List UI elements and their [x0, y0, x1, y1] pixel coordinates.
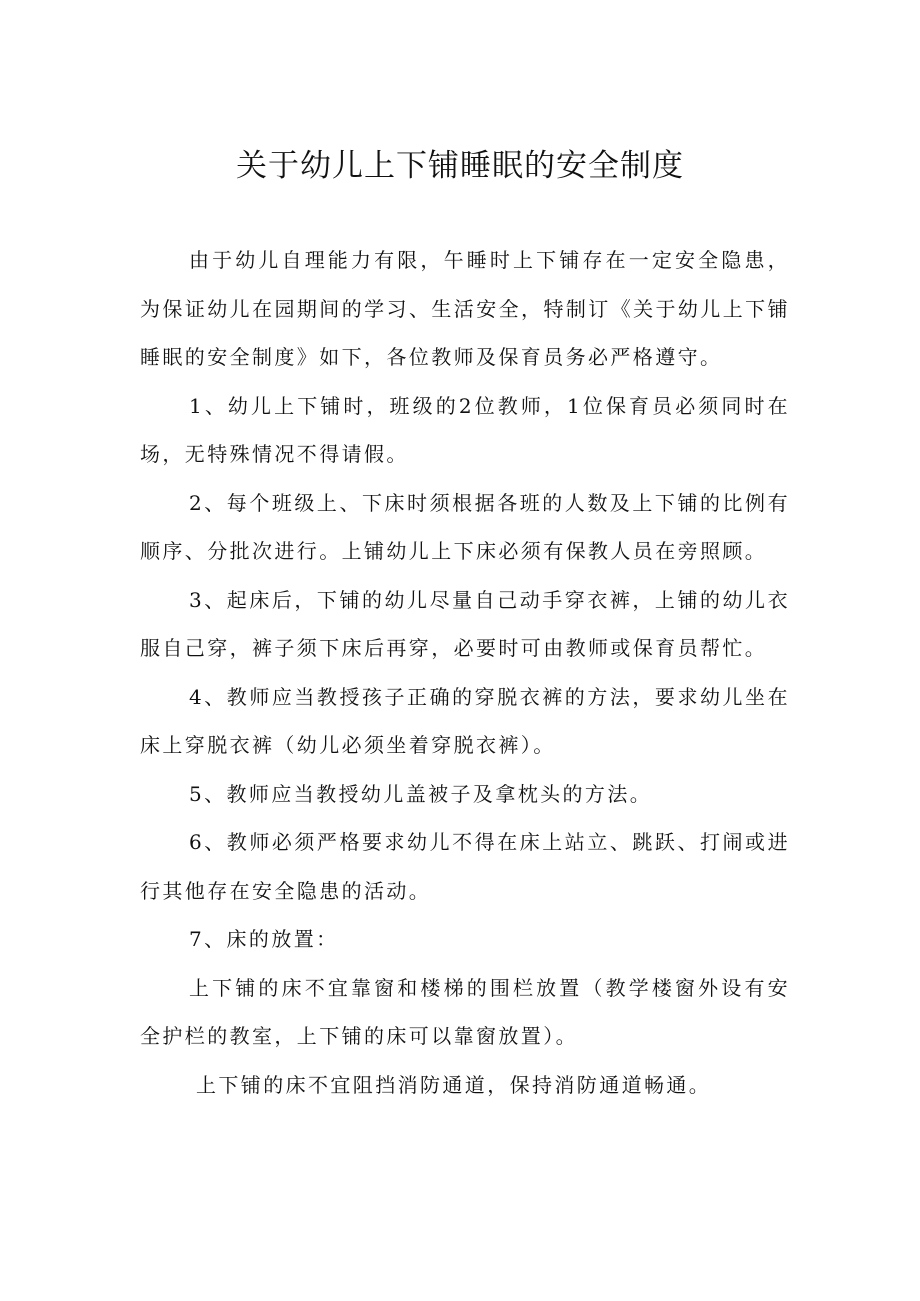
paragraph-rule-2: 2、每个班级上、下床时须根据各班的人数及上下铺的比例有顺序、分批次进行。上铺幼儿上下床必须有保教人员在旁照顾。 [140, 490, 790, 563]
paragraph-rule-7-window: 上下铺的床不宜靠窗和楼梯的围栏放置（教学楼窗外设有安全护栏的教室，上下铺的床可以靠窗放置）。 [140, 975, 790, 1048]
paragraph-rule-3: 3、起床后，下铺的幼儿尽量自己动手穿衣裤，上铺的幼儿衣服自己穿，裤子须下床后再穿，必要时可由教师或保育员帮忙。 [140, 587, 790, 660]
paragraph-intro: 由于幼儿自理能力有限，午睡时上下铺存在一定安全隐患，为保证幼儿在园期间的学习、生活安全，特制订《关于幼儿上下铺睡眠的安全制度》如下，各位教师及保育员务必严格遵守。 [140, 248, 790, 369]
paragraph-rule-5: 5、教师应当教授幼儿盖被子及拿枕头的方法。 [189, 781, 653, 806]
paragraph-rule-7-fire-exit: 上下铺的床不宜阻挡消防通道，保持消防通道畅通。 [196, 1072, 712, 1097]
paragraph-rule-7: 7、床的放置： [189, 927, 339, 951]
document-title: 关于幼儿上下铺睡眠的安全制度 [236, 148, 684, 184]
document-body [140, 236, 790, 1109]
paragraph-rule-1: 1、幼儿上下铺时，班级的2位教师，1位保育员必须同时在场，无特殊情况不得请假。 [140, 393, 790, 466]
paragraph-rule-4: 4、教师应当教授孩子正确的穿脱衣裤的方法，要求幼儿坐在床上穿脱衣裤（幼儿必须坐着穿脱衣裤）。 [140, 684, 790, 757]
paragraph-rule-6: 6、教师必须严格要求幼儿不得在床上站立、跳跃、打闹或进行其他存在安全隐患的活动。 [140, 830, 790, 903]
